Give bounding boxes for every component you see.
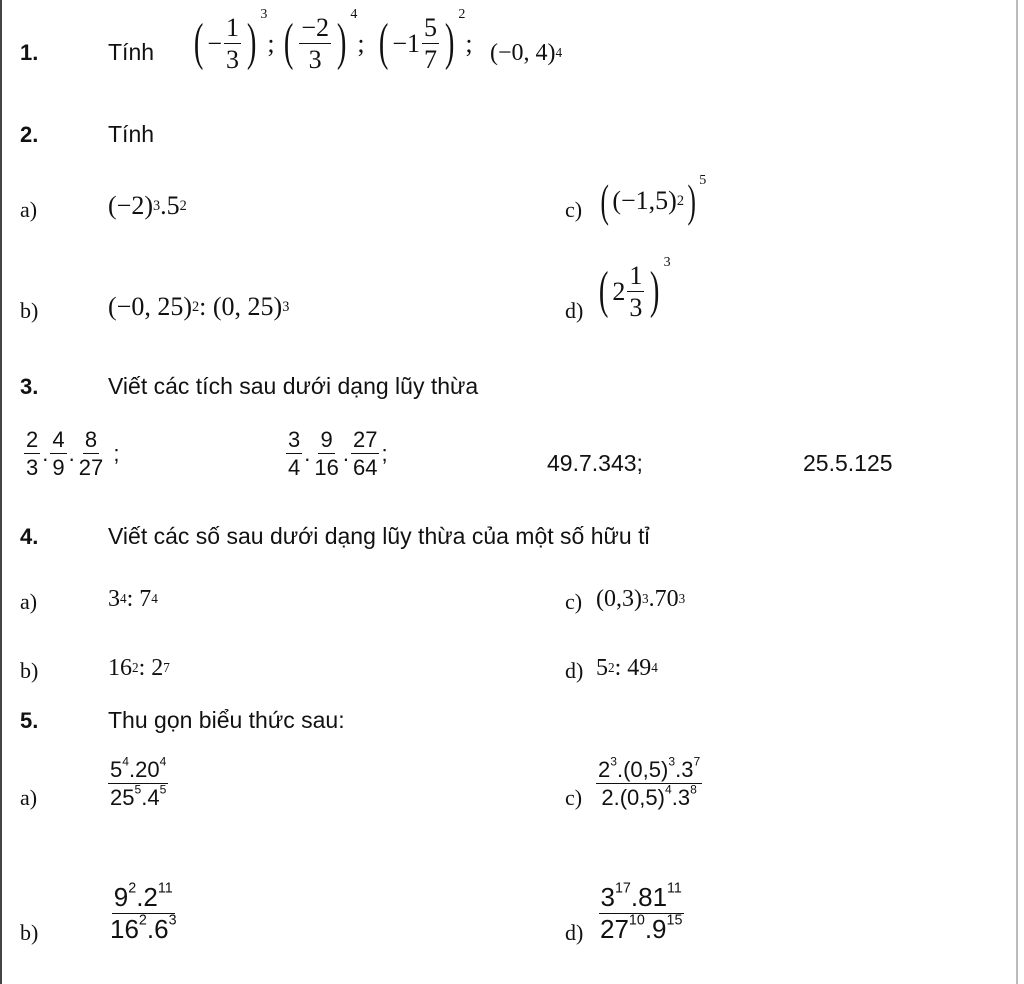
problem-5d-label: d) <box>565 920 584 945</box>
problem-2-title: Tính <box>108 121 155 147</box>
problem-1-expr-1: ( − $\frac{1}{3}$ ) 3 ; <box>193 7 275 75</box>
problem-4b-label: b) <box>20 658 39 683</box>
problem-3-number: 3. <box>20 374 39 399</box>
problem-5b-label: b) <box>20 920 39 945</box>
problem-5c-expr: $\frac{2^3.(0,5)^3.3^7}{2.(0,5)^4.3^8}$ <box>598 754 701 811</box>
problem-5a-label: a) <box>20 785 38 810</box>
problem-2c-expr: ( (−1,5) 2 ) 5 <box>600 173 707 226</box>
problem-4a-label: a) <box>20 589 38 614</box>
problem-3-product-3: 49.7.343; <box>547 450 643 476</box>
problem-2a-expr: (−2) 3 .5 2 <box>108 191 187 220</box>
left-border <box>0 0 2 984</box>
problem-1-expr-2: ( $\frac{-2}{3}$ ) 4 ; <box>283 7 365 75</box>
problem-2b-expr: (−0, 25) 2 : (0, 25) 3 <box>108 292 290 321</box>
problem-5b-expr: $\frac{9^2.2^{11}}{16^2.6^3}$ <box>110 880 177 945</box>
problem-4a-expr: 3 4 : 7 4 <box>108 586 158 612</box>
problem-1-expr-3: ( −1 $\frac{5}{7}$ ) 2 ; <box>378 7 473 75</box>
problem-3-product-1: $\frac{2}{3}$ . $\frac{4}{9}$ . $\frac{8}{27}$ ; <box>26 427 120 481</box>
problem-2b-label: b) <box>20 298 39 323</box>
problem-3-product-2: $\frac{3}{4}$ . $\frac{9}{16}$ . $\frac{27}{64}$ ; <box>288 427 388 481</box>
problem-2a-label: a) <box>20 197 38 222</box>
problem-4-title: Viết các số sau dưới dạng lũy thừa của một số hữu tỉ <box>108 523 650 549</box>
problem-2c-label: c) <box>565 197 583 222</box>
problem-2d-label: d) <box>565 298 584 323</box>
problem-4d-label: d) <box>565 658 584 683</box>
problem-4d-expr: 5 2 : 49 4 <box>596 655 658 681</box>
problem-5c-label: c) <box>565 785 583 810</box>
problem-4b-expr: 16 2 : 2 7 <box>108 655 170 681</box>
problem-2d-expr: ( 2 $\frac{1}{3}$ ) 3 <box>598 255 671 323</box>
problem-3-product-4: 25.5.125 <box>803 450 893 476</box>
problem-2-number: 2. <box>20 122 39 147</box>
problem-5-title: Thu gọn biểu thức sau: <box>108 707 345 733</box>
problem-1-title: Tính <box>108 39 155 65</box>
problem-5a-expr: $\frac{5^4.20^4}{25^5.4^5}$ <box>110 754 167 811</box>
problem-5d-expr: $\frac{3^{17}.81^{11}}{27^{10}.9^{15}}$ <box>600 880 683 945</box>
problem-1-number: 1. <box>20 40 39 65</box>
right-border <box>1016 0 1018 984</box>
problem-3-title: Viết các tích sau dưới dạng lũy thừa <box>108 373 479 399</box>
problem-4-number: 4. <box>20 524 39 549</box>
problem-4c-expr: (0,3) 3 .70 3 <box>596 586 686 612</box>
problem-5-number: 5. <box>20 708 39 733</box>
problem-1-expr-4: (−0, 4) 4 <box>490 40 563 66</box>
problem-4c-label: c) <box>565 589 583 614</box>
